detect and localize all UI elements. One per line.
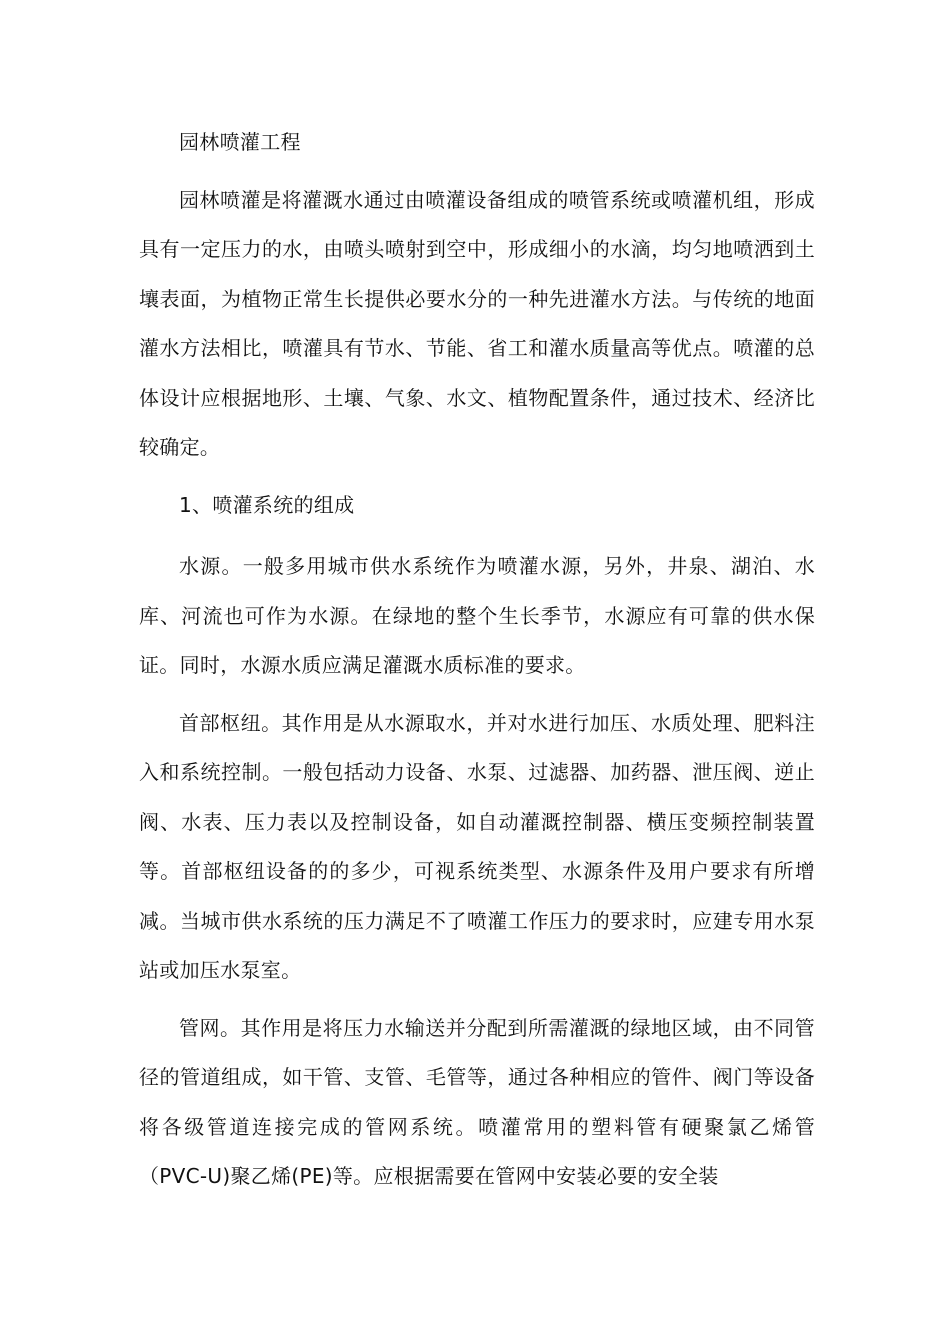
water-source-paragraph: 水源。一般多用城市供水系统作为喷灌水源，另外，井泉、湖泊、水库、河流也可作为水源。在绿地的整个生长季节，水源应有可靠的供水保证。同时，水源水质应满足灌溉水质标准的要求。 xyxy=(139,554,815,677)
section-heading: 1、喷灌系统的组成 xyxy=(179,492,355,517)
spacer xyxy=(139,168,815,176)
document-title: 园林喷灌工程 xyxy=(179,130,301,154)
pipe-network-paragraph: 管网。其作用是将压力水输送并分配到所需灌溉的绿地区域，由不同管径的管道组成，如干管、支管、毛管等，通过各种相应的管件、阀门等设备将各级管道连接完成的管网系统。喷灌常用的塑料管有硬聚氯乙烯管（PVC-U)聚乙烯(PE)等。应根据需要在管网中安装必要的安全装 xyxy=(139,1015,815,1188)
head-hub-paragraph: 首部枢纽。其作用是从水源取水，并对水进行加压、水质处理、肥料注入和系统控制。一般包括动力设备、水泵、过滤器、加药器、泄压阀、逆止阀、水表、压力表以及控制设备，如自动灌溉控制器、横压变频控制装置等。首部枢纽设备的的多少，可视系统类型、水源条件及用户要求有所增减。当城市供水系统的压力满足不了喷灌工作压力的要求时，应建专用水泵站或加压水泵室。 xyxy=(139,710,815,982)
spacer xyxy=(139,996,815,1004)
document-body xyxy=(139,118,815,1202)
spacer xyxy=(139,530,815,542)
spacer xyxy=(139,691,815,699)
intro-paragraph: 园林喷灌是将灌溉水通过由喷灌设备组成的喷管系统或喷灌机组，形成具有一定压力的水，由喷头喷射到空中，形成细小的水滴，均匀地喷洒到土壤表面，为植物正常生长提供必要水分的一种先进灌水方法。与传统的地面灌水方法相比，喷灌具有节水、节能、省工和灌水质量高等优点。喷灌的总体设计应根据地形、土壤、气象、水文、植物配置条件，通过技术、经济比较确定。 xyxy=(139,187,815,459)
spacer xyxy=(139,473,815,481)
